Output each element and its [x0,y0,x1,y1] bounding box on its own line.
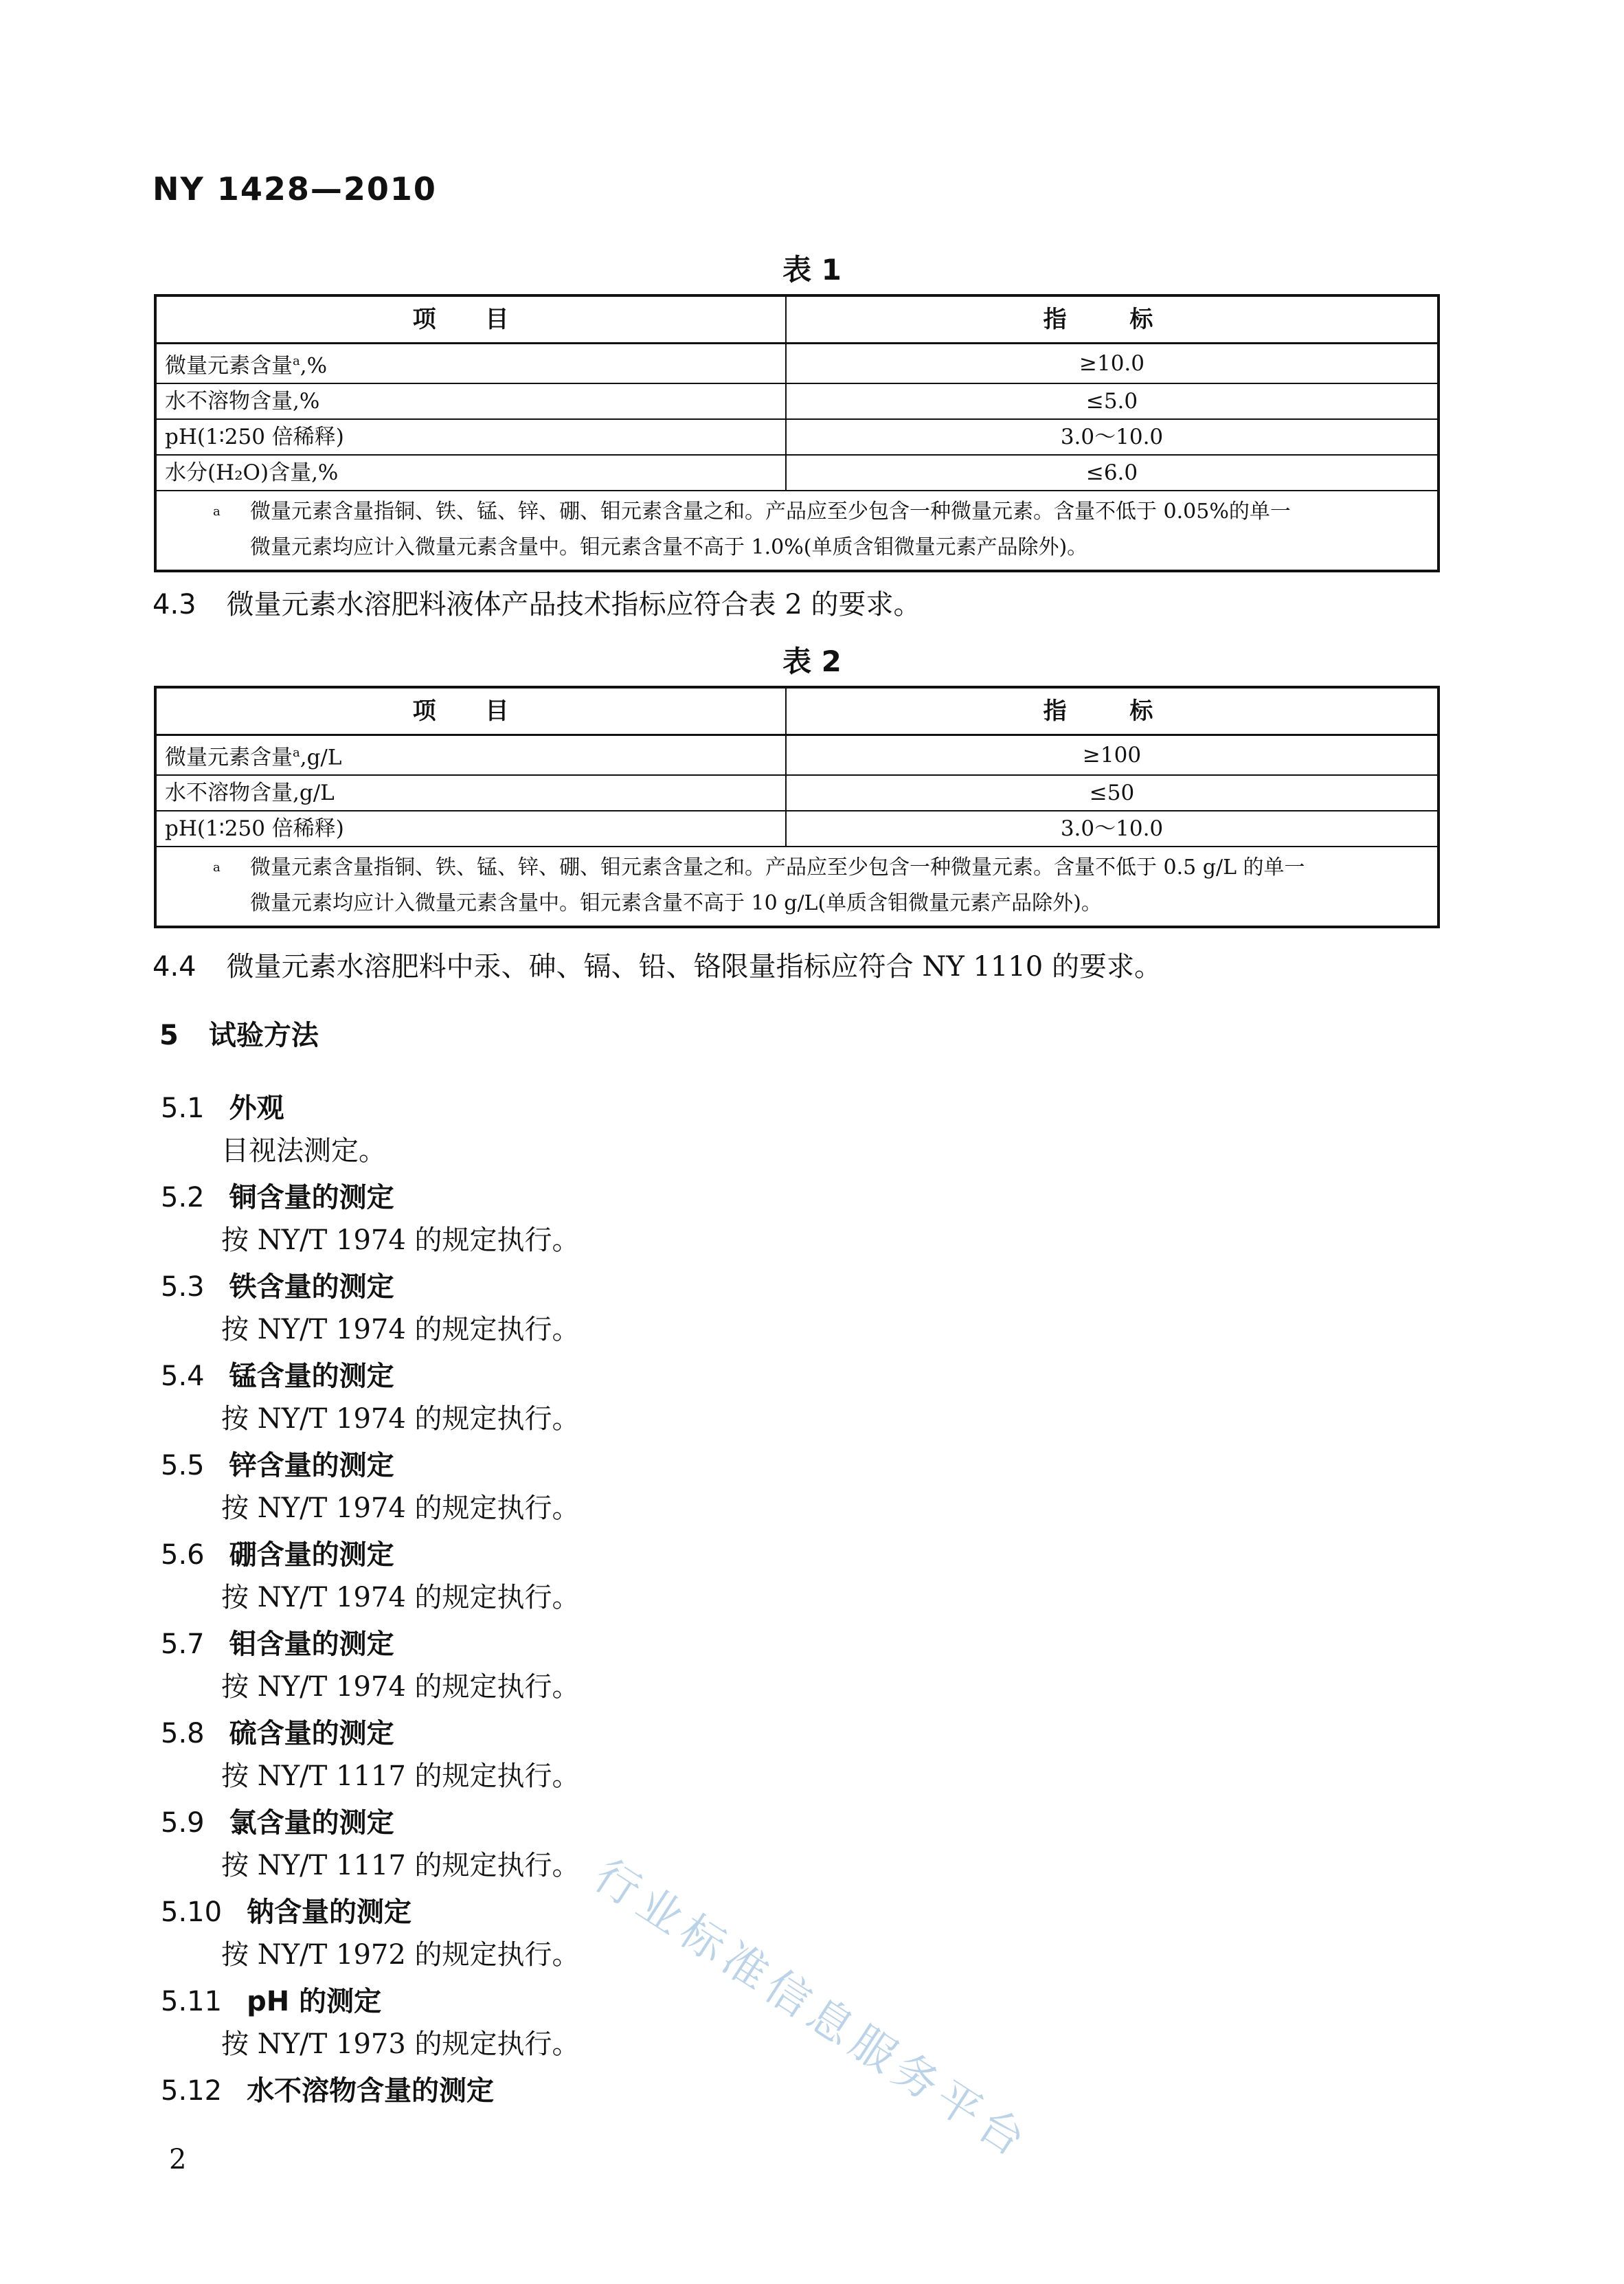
subsection-body: 按 NY/T 1972 的规定执行。 [221,1939,580,1971]
table2-caption: 表 2 [782,645,842,678]
subsection-heading: 5.4 锰含量的测定 [161,1361,394,1392]
table1-col-value: 指 标 [786,295,1439,344]
table1-caption: 表 1 [782,253,842,287]
footnote-line: 微量元素含量指铜、铁、锰、锌、硼、钼元素含量之和。产品应至少包含一种微量元素。含量不低于 0.05%的单一 [250,500,1291,524]
clause-number: 4.3 [153,589,196,620]
table-cell-value: ≥100 [786,735,1439,776]
watermark: 行业标准信息服务平台 [585,1850,1039,2170]
table-cell-value: 3.0～10.0 [786,811,1439,847]
subsection-heading: 5.11 pH 的测定 [161,1986,382,2017]
table-row [155,775,1439,811]
footnote-line: 微量元素均应计入微量元素含量中。钼元素含量不高于 1.0%(单质含钼微量元素产品除外)。 [250,535,1088,560]
table-row [155,344,1439,384]
subsection-heading: 5.7 钼含量的测定 [161,1628,394,1660]
table-cell-value: 3.0～10.0 [786,419,1439,455]
clause-4-3 [153,587,921,622]
subsection-body: 按 NY/T 1117 的规定执行。 [221,1760,580,1792]
table-cell-item: pH(1∶250 倍稀释) [155,419,786,455]
clause-number: 4.4 [153,951,196,983]
table-row [155,811,1439,847]
subsection-body: 按 NY/T 1974 的规定执行。 [221,1671,580,1703]
table1-footnote [155,491,1439,571]
table1-col-item: 项 目 [155,295,786,344]
subsection-body: 按 NY/T 1974 的规定执行。 [221,1492,580,1524]
table-cell-item: 水不溶物含量,g/L [155,775,786,811]
table-row [155,735,1439,776]
subsection-body: 按 NY/T 1974 的规定执行。 [221,1582,580,1613]
subsection-heading: 5.3 铁含量的测定 [161,1271,394,1303]
table2-col-value: 指 标 [786,687,1439,735]
subsection-heading: 5.12 水不溶物含量的测定 [161,2075,495,2107]
standard-code: NY 1428—2010 [153,170,437,208]
table1-footnote-row [155,491,1439,571]
table-cell-value: ≤5.0 [786,383,1439,419]
table-cell-item: 水不溶物含量,% [155,383,786,419]
table2-header-row [155,687,1439,735]
table-cell-value: ≤6.0 [786,455,1439,491]
subsection-heading: 5.9 氯含量的测定 [161,1807,394,1839]
subsection-heading: 5.1 外观 [161,1093,284,1124]
subsection-body: 按 NY/T 1973 的规定执行。 [221,2028,580,2060]
subsection-body: 目视法测定。 [221,1135,386,1167]
table-cell-value: ≤50 [786,775,1439,811]
footnote-mark: a [213,860,221,875]
subsection-body: 按 NY/T 1974 的规定执行。 [221,1314,580,1345]
table-cell-value: ≥10.0 [786,344,1439,384]
table-cell-item: 水分(H₂O)含量,% [155,455,786,491]
table2-col-item: 项 目 [155,687,786,735]
page-number: 2 [169,2144,187,2175]
table-cell-item: pH(1∶250 倍稀释) [155,811,786,847]
table-row [155,455,1439,491]
subsection-heading: 5.2 铜含量的测定 [161,1182,394,1213]
subsection-heading: 5.5 锌含量的测定 [161,1450,394,1481]
table1 [154,294,1440,572]
subsection-body: 按 NY/T 1117 的规定执行。 [221,1850,580,1881]
footnote-line: 微量元素均应计入微量元素含量中。钼元素含量不高于 10 g/L(单质含钼微量元素产品除外)。 [250,891,1102,916]
table-row [155,383,1439,419]
subsection-heading: 5.10 钠含量的测定 [161,1896,412,1928]
table-row [155,419,1439,455]
section-title: 试验方法 [208,1020,319,1051]
footnote-line: 微量元素含量指铜、铁、锰、锌、硼、钼元素含量之和。产品应至少包含一种微量元素。含量不低于 0.5 g/L 的单一 [250,855,1305,880]
subsection-heading: 5.8 硫含量的测定 [161,1718,394,1749]
table-cell-item: 微量元素含量$^a$,g/L [155,735,786,776]
table-cell-item: 微量元素含量$^a$,% [155,344,786,384]
clause-4-4 [153,950,1162,984]
table2-footnote-row [155,847,1439,927]
table1-header-row [155,295,1439,344]
clause-text: 微量元素水溶肥料中汞、砷、镉、铅、铬限量指标应符合 NY 1110 的要求。 [226,951,1162,983]
subsection-body: 按 NY/T 1974 的规定执行。 [221,1224,580,1256]
section-number: 5 [159,1020,179,1051]
subsection-heading: 5.6 硼含量的测定 [161,1539,394,1571]
table2 [154,686,1440,928]
subsection-body: 按 NY/T 1974 的规定执行。 [221,1403,580,1435]
section-5-heading [159,1018,319,1053]
clause-text: 微量元素水溶肥料液体产品技术指标应符合表 2 的要求。 [226,589,921,620]
footnote-mark: a [213,504,221,519]
table2-footnote [155,847,1439,927]
